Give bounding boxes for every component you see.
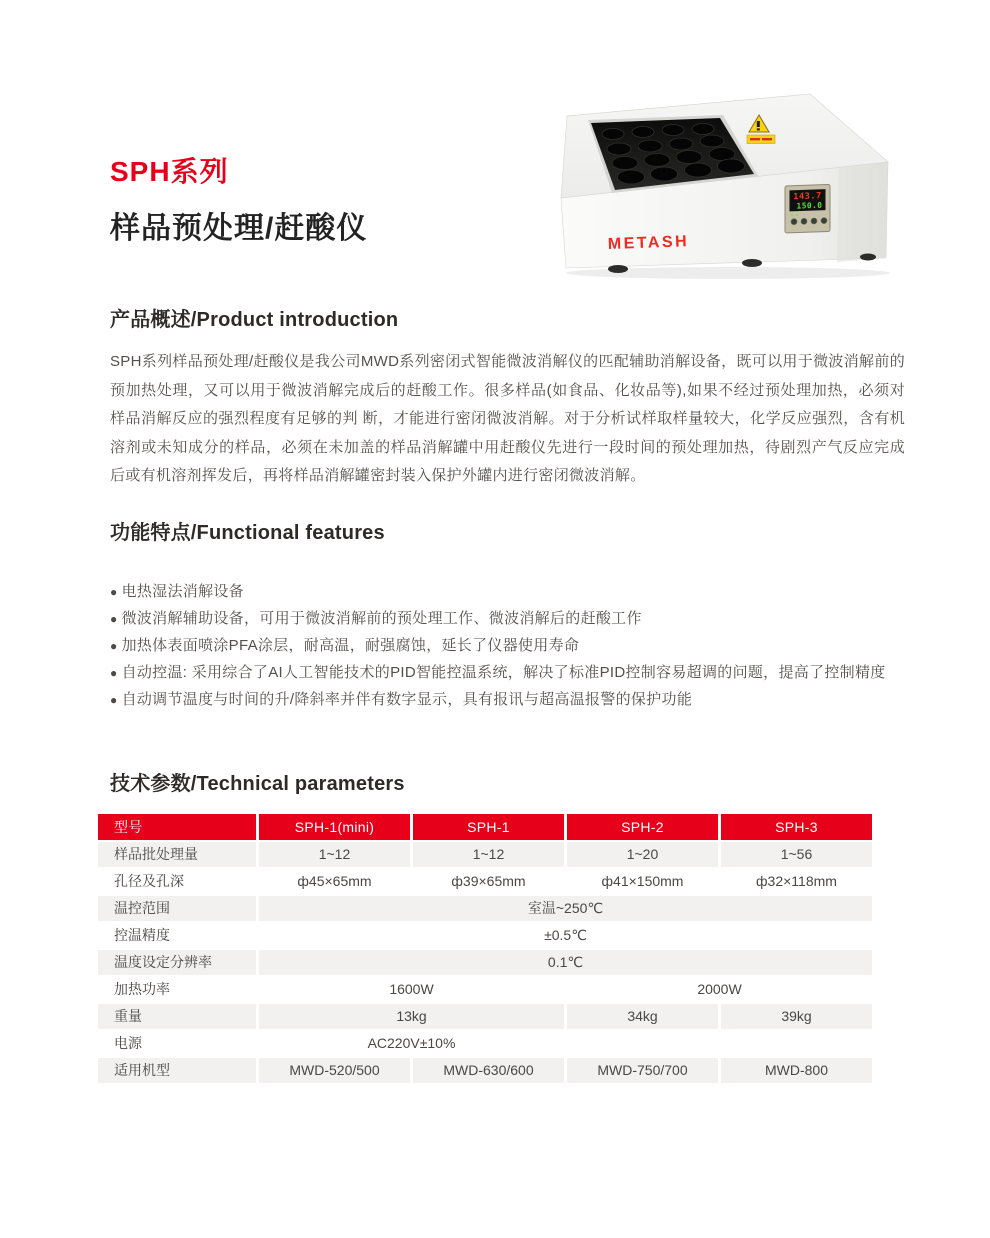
bullet-icon: ● — [110, 639, 118, 653]
param-value: AC220V±10% — [259, 1031, 564, 1056]
feature-item — [110, 606, 905, 633]
section-technical-parameters — [110, 770, 905, 1085]
param-value: 2000W — [567, 977, 872, 1002]
section-product-introduction — [110, 306, 905, 491]
table-row — [98, 842, 872, 867]
param-label: 重量 — [98, 1004, 256, 1029]
feature-text: 自动调节温度与时间的升/降斜率并伴有数字显示，具有报讯与超高温报警的保护功能 — [121, 691, 693, 708]
table-row — [98, 1004, 872, 1029]
title-block — [110, 150, 367, 247]
temperature-controller — [785, 184, 830, 233]
bullet-icon: ● — [110, 666, 118, 680]
param-value: 13kg — [259, 1004, 564, 1029]
param-value: 1~56 — [721, 842, 872, 867]
feature-item — [110, 687, 905, 714]
controller-sv-readout: 150.0 — [796, 200, 823, 211]
param-value: 室温~250℃ — [259, 896, 872, 921]
features-list — [110, 579, 905, 714]
content-area — [110, 306, 905, 1085]
param-label: 控温精度 — [98, 923, 256, 948]
bullet-icon: ● — [110, 693, 118, 707]
table-row — [98, 923, 872, 948]
section-functional-features — [110, 519, 905, 714]
param-value: ±0.5℃ — [259, 923, 872, 948]
product-photo — [556, 86, 898, 282]
table-row — [98, 950, 872, 975]
feature-text: 加热体表面喷涂PFA涂层，耐高温，耐强腐蚀，延长了仪器使用寿命 — [121, 637, 580, 654]
column-header-sph3: SPH-3 — [721, 814, 872, 840]
parameters-table — [95, 812, 875, 1085]
param-label: 加热功率 — [98, 977, 256, 1002]
param-value: 39kg — [721, 1004, 872, 1029]
intro-heading: 产品概述/Product introduction — [110, 309, 399, 331]
bullet-icon: ● — [110, 585, 118, 599]
controller-pv-readout: 143.7 — [793, 191, 822, 203]
device-right-face — [837, 162, 888, 262]
param-value: 1~12 — [259, 842, 410, 867]
feature-item — [110, 660, 905, 687]
param-value: MWD-750/700 — [567, 1058, 718, 1083]
param-value: 0.1℃ — [259, 950, 872, 975]
product-title: 样品预处理/赶酸仪 — [110, 212, 368, 245]
param-value: ф45×65mm — [259, 869, 410, 894]
intro-body: SPH系列样品预处理/赶酸仪是我公司MWD系列密闭式智能微波消解仪的匹配辅助消解设备，既可以用于微波消解前的预加热处理，又可以用于微波消解完成后的赶酸工作。很多样品(如食品、化妆品等),如果不经过预处理加热，必须对样品消解反应的强烈程度有足够的判 断，才能进行密闭微波消解。对于分析试样取样量较大，化学反应强烈，含有机溶剂或未知成分的样品，必须在未加盖的样品消解罐中用赶酸仪先进行一段时间的预处理加热，待剧烈产气反应完成后或有机溶剂挥发后，再将样品消解罐密封装入保护外罐内进行密闭微波消解。 — [110, 353, 905, 484]
feature-item — [110, 633, 905, 660]
heating-block-device-illustration — [556, 86, 898, 282]
feature-text: 电热湿法消解设备 — [121, 583, 244, 600]
column-header-sph2: SPH-2 — [567, 814, 718, 840]
features-heading: 功能特点/Functional features — [110, 521, 385, 544]
param-label: 温控范围 — [98, 896, 256, 921]
table-row — [98, 1031, 872, 1056]
brand-logo: METASH — [607, 233, 690, 253]
param-label: 电源 — [98, 1031, 256, 1056]
feature-text: 自动控温: 采用综合了AI人工智能技术的PID智能控温系统，解决了标准PID控制容易超调的问题，提高了控制精度 — [121, 664, 886, 681]
param-value: MWD-630/600 — [413, 1058, 564, 1083]
param-label: 温度设定分辨率 — [98, 950, 256, 975]
column-header-model: 型号 — [98, 814, 256, 840]
series-title: SPH系列 — [110, 156, 229, 187]
feature-item — [110, 579, 905, 606]
param-value: 1~20 — [567, 842, 718, 867]
param-value: MWD-520/500 — [259, 1058, 410, 1083]
table-header-row — [98, 814, 872, 840]
table-row — [98, 1058, 872, 1083]
param-label: 孔径及孔深 — [98, 869, 256, 894]
param-value: 1600W — [259, 977, 564, 1002]
table-row — [98, 977, 872, 1002]
param-value — [567, 1031, 872, 1056]
param-value: MWD-800 — [721, 1058, 872, 1083]
param-value: 34kg — [567, 1004, 718, 1029]
param-value: ф39×65mm — [413, 869, 564, 894]
param-label: 样品批处理量 — [98, 842, 256, 867]
param-value: 1~12 — [413, 842, 564, 867]
column-header-sph1: SPH-1 — [413, 814, 564, 840]
param-value: ф32×118mm — [721, 869, 872, 894]
feature-text: 微波消解辅助设备，可用于微波消解前的预处理工作、微波消解后的赶酸工作 — [121, 610, 642, 627]
parameters-heading: 技术参数/Technical parameters — [110, 772, 405, 795]
param-value: ф41×150mm — [567, 869, 718, 894]
table-row — [98, 869, 872, 894]
param-label: 适用机型 — [98, 1058, 256, 1083]
column-header-sph1mini: SPH-1(mini) — [259, 814, 410, 840]
bullet-icon: ● — [110, 612, 118, 626]
table-row — [98, 896, 872, 921]
